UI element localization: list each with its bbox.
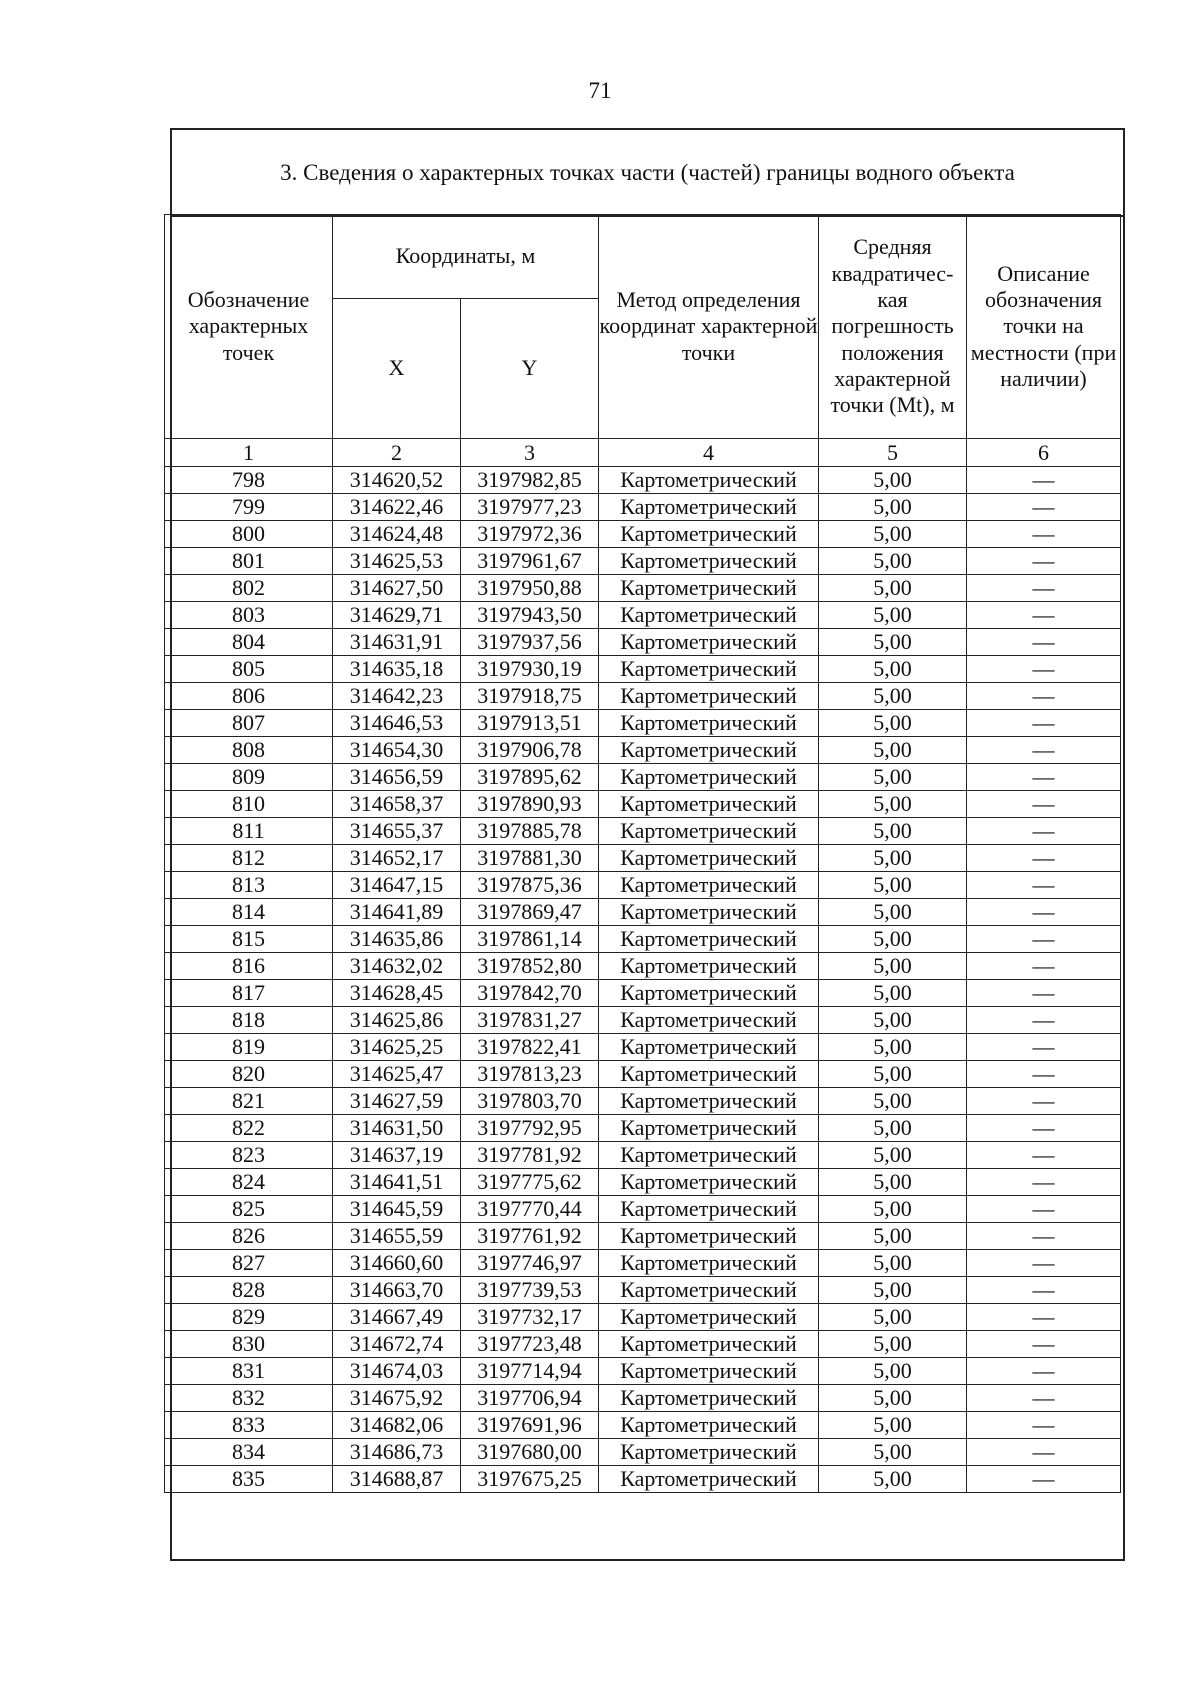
method-cell: Картометрический (599, 1439, 819, 1466)
table-row (165, 1439, 1121, 1466)
point-cell: 833 (165, 1412, 333, 1439)
table-row (165, 683, 1121, 710)
description-cell: — (967, 1088, 1121, 1115)
accuracy-cell: 5,00 (819, 1223, 967, 1250)
description-cell: — (967, 710, 1121, 737)
x-coordinate-cell: 314628,45 (333, 980, 461, 1007)
point-cell: 811 (165, 818, 333, 845)
column-number: 5 (819, 439, 967, 467)
table-row (165, 791, 1121, 818)
point-cell: 821 (165, 1088, 333, 1115)
accuracy-cell: 5,00 (819, 467, 967, 494)
x-coordinate-cell: 314625,25 (333, 1034, 461, 1061)
x-coordinate-cell: 314652,17 (333, 845, 461, 872)
x-coordinate-cell: 314647,15 (333, 872, 461, 899)
description-cell: — (967, 467, 1121, 494)
header-method: Метод определения координат характерной точки (599, 215, 819, 439)
table-row (165, 1169, 1121, 1196)
description-cell: — (967, 683, 1121, 710)
description-cell: — (967, 1412, 1121, 1439)
page-number: 71 (588, 78, 612, 103)
point-cell: 801 (165, 548, 333, 575)
x-coordinate-cell: 314641,89 (333, 899, 461, 926)
method-cell: Картометрический (599, 1034, 819, 1061)
y-coordinate-cell: 3197930,19 (461, 656, 599, 683)
method-cell: Картометрический (599, 494, 819, 521)
description-cell: — (967, 845, 1121, 872)
x-coordinate-cell: 314620,52 (333, 467, 461, 494)
y-coordinate-cell: 3197937,56 (461, 629, 599, 656)
method-cell: Картометрический (599, 737, 819, 764)
point-cell: 828 (165, 1277, 333, 1304)
column-number: 2 (333, 439, 461, 467)
y-coordinate-cell: 3197732,17 (461, 1304, 599, 1331)
x-coordinate-cell: 314655,37 (333, 818, 461, 845)
table-row (165, 602, 1121, 629)
accuracy-cell: 5,00 (819, 1250, 967, 1277)
method-cell: Картометрический (599, 1223, 819, 1250)
x-coordinate-cell: 314663,70 (333, 1277, 461, 1304)
method-cell: Картометрический (599, 1088, 819, 1115)
method-cell: Картометрический (599, 629, 819, 656)
description-cell: — (967, 1061, 1121, 1088)
accuracy-cell: 5,00 (819, 1412, 967, 1439)
x-coordinate-cell: 314625,53 (333, 548, 461, 575)
y-coordinate-cell: 3197831,27 (461, 1007, 599, 1034)
point-cell: 803 (165, 602, 333, 629)
y-coordinate-cell: 3197972,36 (461, 521, 599, 548)
description-cell: — (967, 818, 1121, 845)
x-coordinate-cell: 314658,37 (333, 791, 461, 818)
y-coordinate-cell: 3197913,51 (461, 710, 599, 737)
point-cell: 798 (165, 467, 333, 494)
method-cell: Картометрический (599, 1412, 819, 1439)
accuracy-cell: 5,00 (819, 980, 967, 1007)
accuracy-cell: 5,00 (819, 1331, 967, 1358)
point-cell: 813 (165, 872, 333, 899)
accuracy-cell: 5,00 (819, 1304, 967, 1331)
x-coordinate-cell: 314625,47 (333, 1061, 461, 1088)
y-coordinate-cell: 3197895,62 (461, 764, 599, 791)
x-coordinate-cell: 314642,23 (333, 683, 461, 710)
x-coordinate-cell: 314624,48 (333, 521, 461, 548)
point-cell: 799 (165, 494, 333, 521)
x-coordinate-cell: 314667,49 (333, 1304, 461, 1331)
description-cell: — (967, 1439, 1121, 1466)
x-coordinate-cell: 314675,92 (333, 1385, 461, 1412)
header-designation: Обозначение характерных точек (165, 215, 333, 439)
point-cell: 824 (165, 1169, 333, 1196)
column-number: 4 (599, 439, 819, 467)
section-title: 3. Сведения о характерных точках части (частей) границы водного объекта (280, 160, 1015, 185)
y-coordinate-cell: 3197906,78 (461, 737, 599, 764)
description-cell: — (967, 575, 1121, 602)
table-row (165, 575, 1121, 602)
table-row (165, 1358, 1121, 1385)
accuracy-cell: 5,00 (819, 1169, 967, 1196)
description-cell: — (967, 980, 1121, 1007)
y-coordinate-cell: 3197885,78 (461, 818, 599, 845)
accuracy-cell: 5,00 (819, 683, 967, 710)
description-cell: — (967, 1034, 1121, 1061)
x-coordinate-cell: 314641,51 (333, 1169, 461, 1196)
method-cell: Картометрический (599, 872, 819, 899)
table-row (165, 1034, 1121, 1061)
header-coordinates: Координаты, м (333, 215, 599, 299)
description-cell: — (967, 1358, 1121, 1385)
table-row (165, 1142, 1121, 1169)
y-coordinate-cell: 3197977,23 (461, 494, 599, 521)
accuracy-cell: 5,00 (819, 1466, 967, 1493)
table-row (165, 521, 1121, 548)
y-coordinate-cell: 3197775,62 (461, 1169, 599, 1196)
accuracy-cell: 5,00 (819, 737, 967, 764)
point-cell: 819 (165, 1034, 333, 1061)
x-coordinate-cell: 314688,87 (333, 1466, 461, 1493)
method-cell: Картометрический (599, 1358, 819, 1385)
method-cell: Картометрический (599, 683, 819, 710)
y-coordinate-cell: 3197950,88 (461, 575, 599, 602)
x-coordinate-cell: 314672,74 (333, 1331, 461, 1358)
point-cell: 825 (165, 1196, 333, 1223)
accuracy-cell: 5,00 (819, 1385, 967, 1412)
description-cell: — (967, 1250, 1121, 1277)
table-body (165, 215, 1121, 1493)
x-coordinate-cell: 314635,86 (333, 926, 461, 953)
y-coordinate-cell: 3197982,85 (461, 467, 599, 494)
method-cell: Картометрический (599, 1061, 819, 1088)
method-cell: Картометрический (599, 710, 819, 737)
x-coordinate-cell: 314645,59 (333, 1196, 461, 1223)
point-cell: 834 (165, 1439, 333, 1466)
y-coordinate-cell: 3197675,25 (461, 1466, 599, 1493)
method-cell: Картометрический (599, 818, 819, 845)
table-row (165, 1250, 1121, 1277)
accuracy-cell: 5,00 (819, 1439, 967, 1466)
y-coordinate-cell: 3197813,23 (461, 1061, 599, 1088)
method-cell: Картометрический (599, 467, 819, 494)
y-coordinate-cell: 3197881,30 (461, 845, 599, 872)
x-coordinate-cell: 314632,02 (333, 953, 461, 980)
x-coordinate-cell: 314654,30 (333, 737, 461, 764)
accuracy-cell: 5,00 (819, 1115, 967, 1142)
description-cell: — (967, 656, 1121, 683)
accuracy-cell: 5,00 (819, 575, 967, 602)
x-coordinate-cell: 314635,18 (333, 656, 461, 683)
method-cell: Картометрический (599, 899, 819, 926)
description-cell: — (967, 521, 1121, 548)
description-cell: — (967, 737, 1121, 764)
x-coordinate-cell: 314631,91 (333, 629, 461, 656)
x-coordinate-cell: 314656,59 (333, 764, 461, 791)
point-cell: 816 (165, 953, 333, 980)
x-coordinate-cell: 314660,60 (333, 1250, 461, 1277)
table-row (165, 1007, 1121, 1034)
method-cell: Картометрический (599, 1385, 819, 1412)
description-cell: — (967, 1007, 1121, 1034)
y-coordinate-cell: 3197680,00 (461, 1439, 599, 1466)
method-cell: Картометрический (599, 764, 819, 791)
point-cell: 808 (165, 737, 333, 764)
description-cell: — (967, 1223, 1121, 1250)
point-cell: 822 (165, 1115, 333, 1142)
table-row (165, 980, 1121, 1007)
accuracy-cell: 5,00 (819, 1196, 967, 1223)
method-cell: Картометрический (599, 1304, 819, 1331)
y-coordinate-cell: 3197723,48 (461, 1331, 599, 1358)
description-cell: — (967, 548, 1121, 575)
point-cell: 809 (165, 764, 333, 791)
accuracy-cell: 5,00 (819, 656, 967, 683)
y-coordinate-cell: 3197803,70 (461, 1088, 599, 1115)
y-coordinate-cell: 3197706,94 (461, 1385, 599, 1412)
point-cell: 829 (165, 1304, 333, 1331)
x-coordinate-cell: 314631,50 (333, 1115, 461, 1142)
description-cell: — (967, 899, 1121, 926)
table-row (165, 1412, 1121, 1439)
accuracy-cell: 5,00 (819, 1277, 967, 1304)
table-row (165, 953, 1121, 980)
method-cell: Картометрический (599, 548, 819, 575)
method-cell: Картометрический (599, 1007, 819, 1034)
y-coordinate-cell: 3197781,92 (461, 1142, 599, 1169)
column-number: 6 (967, 439, 1121, 467)
x-coordinate-cell: 314629,71 (333, 602, 461, 629)
description-cell: — (967, 1277, 1121, 1304)
y-coordinate-cell: 3197918,75 (461, 683, 599, 710)
x-coordinate-cell: 314655,59 (333, 1223, 461, 1250)
method-cell: Картометрический (599, 1115, 819, 1142)
description-cell: — (967, 1196, 1121, 1223)
table-row (165, 1115, 1121, 1142)
point-cell: 802 (165, 575, 333, 602)
description-cell: — (967, 1304, 1121, 1331)
y-coordinate-cell: 3197761,92 (461, 1223, 599, 1250)
header-x: X (333, 299, 461, 439)
description-cell: — (967, 764, 1121, 791)
table-row (165, 818, 1121, 845)
point-cell: 817 (165, 980, 333, 1007)
method-cell: Картометрический (599, 1277, 819, 1304)
accuracy-cell: 5,00 (819, 818, 967, 845)
coordinates-table (164, 214, 1121, 1493)
table-row (165, 926, 1121, 953)
accuracy-cell: 5,00 (819, 791, 967, 818)
table-row (165, 845, 1121, 872)
point-cell: 820 (165, 1061, 333, 1088)
accuracy-cell: 5,00 (819, 872, 967, 899)
accuracy-cell: 5,00 (819, 548, 967, 575)
accuracy-cell: 5,00 (819, 1061, 967, 1088)
header-accuracy: Средняя квадратичес-кая погрешность положения характерной точки (Mt), м (819, 215, 967, 439)
point-cell: 810 (165, 791, 333, 818)
description-cell: — (967, 1142, 1121, 1169)
y-coordinate-cell: 3197822,41 (461, 1034, 599, 1061)
y-coordinate-cell: 3197792,95 (461, 1115, 599, 1142)
method-cell: Картометрический (599, 1331, 819, 1358)
x-coordinate-cell: 314674,03 (333, 1358, 461, 1385)
point-cell: 812 (165, 845, 333, 872)
x-coordinate-cell: 314627,50 (333, 575, 461, 602)
method-cell: Картометрический (599, 521, 819, 548)
header-description: Описание обозначения точки на местности (при наличии) (967, 215, 1121, 439)
method-cell: Картометрический (599, 575, 819, 602)
y-coordinate-cell: 3197770,44 (461, 1196, 599, 1223)
y-coordinate-cell: 3197746,97 (461, 1250, 599, 1277)
x-coordinate-cell: 314637,19 (333, 1142, 461, 1169)
method-cell: Картометрический (599, 602, 819, 629)
y-coordinate-cell: 3197852,80 (461, 953, 599, 980)
description-cell: — (967, 629, 1121, 656)
accuracy-cell: 5,00 (819, 521, 967, 548)
column-number: 1 (165, 439, 333, 467)
table-row (165, 548, 1121, 575)
y-coordinate-cell: 3197890,93 (461, 791, 599, 818)
table-row (165, 467, 1121, 494)
method-cell: Картометрический (599, 1169, 819, 1196)
table-row (165, 1466, 1121, 1493)
x-coordinate-cell: 314682,06 (333, 1412, 461, 1439)
table-row (165, 899, 1121, 926)
accuracy-cell: 5,00 (819, 1007, 967, 1034)
x-coordinate-cell: 314627,59 (333, 1088, 461, 1115)
accuracy-cell: 5,00 (819, 1034, 967, 1061)
table-row (165, 1304, 1121, 1331)
table-row (165, 656, 1121, 683)
point-cell: 826 (165, 1223, 333, 1250)
method-cell: Картометрический (599, 953, 819, 980)
table-row (165, 1196, 1121, 1223)
method-cell: Картометрический (599, 791, 819, 818)
y-coordinate-cell: 3197842,70 (461, 980, 599, 1007)
description-cell: — (967, 953, 1121, 980)
x-coordinate-cell: 314646,53 (333, 710, 461, 737)
table-row (165, 1277, 1121, 1304)
description-cell: — (967, 1115, 1121, 1142)
y-coordinate-cell: 3197861,14 (461, 926, 599, 953)
point-cell: 806 (165, 683, 333, 710)
table-row (165, 1331, 1121, 1358)
y-coordinate-cell: 3197875,36 (461, 872, 599, 899)
table-row (165, 494, 1121, 521)
accuracy-cell: 5,00 (819, 629, 967, 656)
description-cell: — (967, 494, 1121, 521)
description-cell: — (967, 1385, 1121, 1412)
y-coordinate-cell: 3197739,53 (461, 1277, 599, 1304)
point-cell: 800 (165, 521, 333, 548)
point-cell: 805 (165, 656, 333, 683)
method-cell: Картометрический (599, 1196, 819, 1223)
method-cell: Картометрический (599, 656, 819, 683)
description-cell: — (967, 1331, 1121, 1358)
point-cell: 827 (165, 1250, 333, 1277)
table-row (165, 764, 1121, 791)
accuracy-cell: 5,00 (819, 899, 967, 926)
accuracy-cell: 5,00 (819, 602, 967, 629)
accuracy-cell: 5,00 (819, 764, 967, 791)
description-cell: — (967, 872, 1121, 899)
y-coordinate-cell: 3197869,47 (461, 899, 599, 926)
description-cell: — (967, 791, 1121, 818)
x-coordinate-cell: 314625,86 (333, 1007, 461, 1034)
table-row (165, 629, 1121, 656)
method-cell: Картометрический (599, 1250, 819, 1277)
point-cell: 815 (165, 926, 333, 953)
x-coordinate-cell: 314622,46 (333, 494, 461, 521)
table-row (165, 1385, 1121, 1412)
table-row (165, 1061, 1121, 1088)
table-row (165, 1223, 1121, 1250)
description-cell: — (967, 602, 1121, 629)
y-coordinate-cell: 3197961,67 (461, 548, 599, 575)
accuracy-cell: 5,00 (819, 710, 967, 737)
description-cell: — (967, 1466, 1121, 1493)
y-coordinate-cell: 3197714,94 (461, 1358, 599, 1385)
point-cell: 814 (165, 899, 333, 926)
accuracy-cell: 5,00 (819, 845, 967, 872)
point-cell: 804 (165, 629, 333, 656)
point-cell: 831 (165, 1358, 333, 1385)
method-cell: Картометрический (599, 1466, 819, 1493)
point-cell: 807 (165, 710, 333, 737)
accuracy-cell: 5,00 (819, 953, 967, 980)
point-cell: 830 (165, 1331, 333, 1358)
table-row (165, 737, 1121, 764)
point-cell: 818 (165, 1007, 333, 1034)
method-cell: Картометрический (599, 926, 819, 953)
column-number: 3 (461, 439, 599, 467)
point-cell: 835 (165, 1466, 333, 1493)
point-cell: 832 (165, 1385, 333, 1412)
point-cell: 823 (165, 1142, 333, 1169)
table-row (165, 1088, 1121, 1115)
header-y: Y (461, 299, 599, 439)
table-row (165, 872, 1121, 899)
accuracy-cell: 5,00 (819, 494, 967, 521)
method-cell: Картометрический (599, 980, 819, 1007)
accuracy-cell: 5,00 (819, 1142, 967, 1169)
accuracy-cell: 5,00 (819, 926, 967, 953)
x-coordinate-cell: 314686,73 (333, 1439, 461, 1466)
table-row (165, 710, 1121, 737)
y-coordinate-cell: 3197943,50 (461, 602, 599, 629)
description-cell: — (967, 1169, 1121, 1196)
description-cell: — (967, 926, 1121, 953)
method-cell: Картометрический (599, 845, 819, 872)
accuracy-cell: 5,00 (819, 1358, 967, 1385)
method-cell: Картометрический (599, 1142, 819, 1169)
accuracy-cell: 5,00 (819, 1088, 967, 1115)
y-coordinate-cell: 3197691,96 (461, 1412, 599, 1439)
